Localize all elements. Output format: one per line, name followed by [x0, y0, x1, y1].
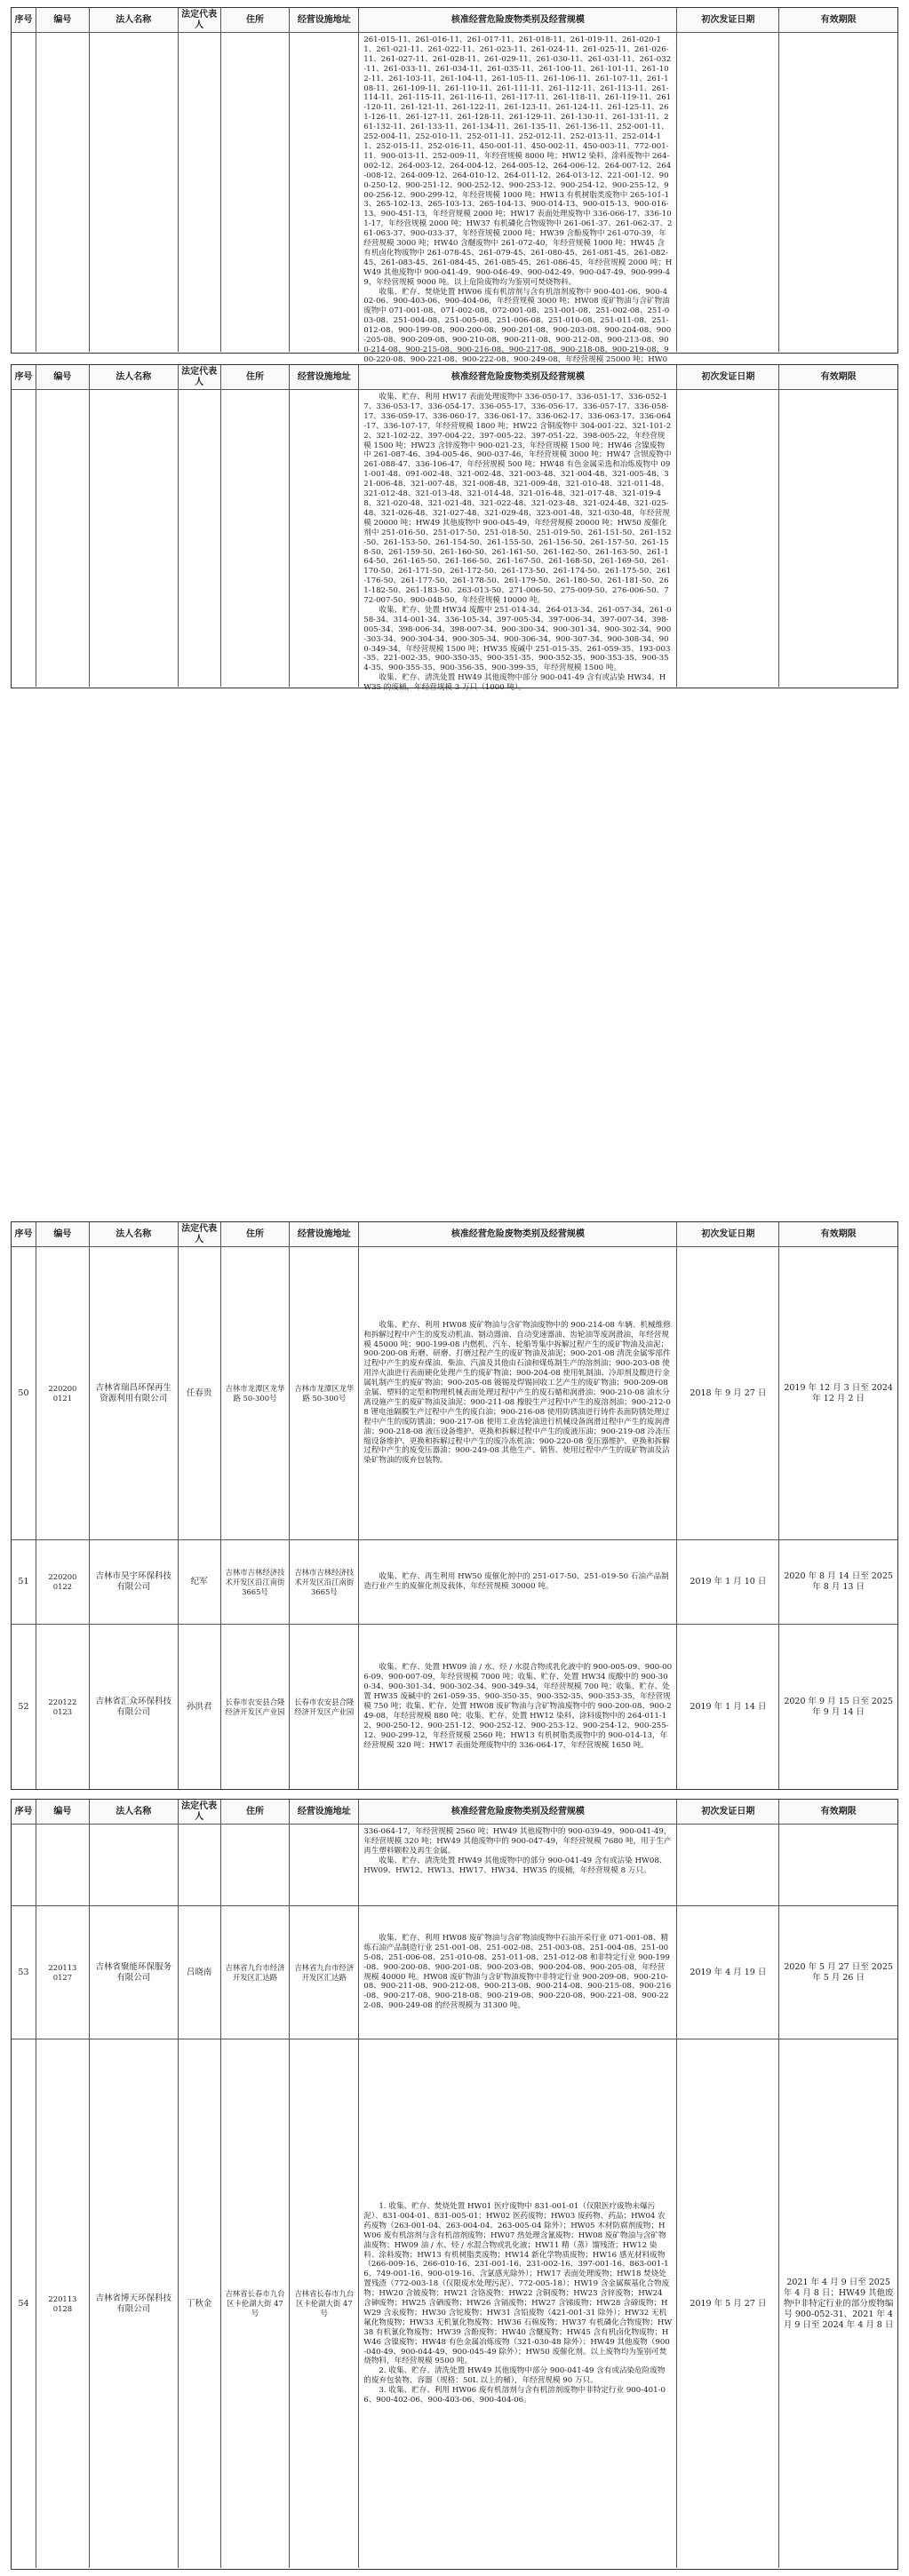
- site-cell: 吉林省长春市九台区卡伦湖大街 47号: [290, 2039, 359, 2568]
- validity-cell: [779, 33, 897, 352]
- addr-cell: [221, 33, 291, 352]
- col-header-name: 法人名称: [90, 1222, 179, 1246]
- scope-cell: 收集、贮存、利用 HW08 废矿物油与含矿物油废物中的 900-214-08 车辆、机械维修和拆解过程中产生的废发动机油、制动器油、自动变速器油、齿轮油等废润滑油，年经营规模 45000 吨；900-199-08 内燃机、汽车、轮船等集中拆解过程产生的废矿物油及油泥；900-200-08 珩磨、研磨、打磨过程产生的废矿物油及油泥；900-201-08 清洗金属零部件过程中产生的废弃煤油、柴油、汽油及其他由石油和煤炼制生产的溶剂油；900-203-08 使用淬火油进行表面硬化处理产生的废矿物油；900-204-08 使用轧制油、冷却剂及酸进行金属轧制产生的废矿物油；900-205-08 镀锡及焊锡回收工艺产生的废矿物油；900-209-08 金属、塑料的定型和物理机械表面处理过程中产生的废石蜡和润滑油；900-210-08 油水分离设施产生的废矿物油及油泥；900-211-08 橡胶生产过程中产生的废溶剂油；900-212-08 锂电池隔膜生产过程中产生的废白油；900-216-08 使用防锈油进行铸件表面防锈处理过程中产生的废防锈油；900-217-08 使用工业齿轮油进行机械设备润滑过程中产生的废润滑油；900-218-08 液压设备维护、更换和拆解过程中产生的废液压油；900-219-08 冷冻压缩设备维护、更换和拆解过程中产生的废冷冻机油；900-220-08 变压器维护、更换和拆解过程中产生的废变压器油；900-249-08 其他生产、销售、使用过程中产生的废矿物油及沾染矿物油的废弃包装物。: [359, 1247, 677, 1539]
- name-cell: 吉林市昊宇环保科技有限公司: [90, 1540, 179, 1624]
- col-header-first-date: 初次发证日期: [677, 1222, 779, 1246]
- table-page-3: [11, 1221, 898, 1790]
- col-header-validity: 有效期限: [779, 8, 897, 32]
- col-header-rep: 法定代表人: [179, 1222, 221, 1246]
- scope-cell: 收集、贮存、再生利用 HW50 废催化剂中的 251-017-50、251-019-50 石油产品制造行业产生的废催化剂及载体，年经营规模 30000 吨。: [359, 1540, 677, 1624]
- addr-cell: 吉林省长春市九台区卡伦湖大街 47号: [221, 2039, 291, 2568]
- col-header-seq: 序号: [12, 8, 36, 32]
- validity-cell: 2020 年 5 月 27 日至 2025 年 5 月 26 日: [784, 1961, 893, 1983]
- col-header-rep: 法定代表人: [179, 1800, 221, 1824]
- col-header-site: 经营设施地址: [290, 1800, 359, 1824]
- first-date-cell: 2019 年 5 月 27 日: [677, 2039, 779, 2568]
- col-header-scope: 核准经营危险废物类别及经营规模: [359, 1222, 677, 1246]
- first-date-cell: 2019 年 1 月 10 日: [677, 1540, 779, 1624]
- name-cell: 吉林省瑞昌环保再生资源利用有限公司: [90, 1247, 179, 1539]
- first-date-cell: 2019 年 4 月 19 日: [677, 1906, 779, 2039]
- rep-cell: 吕晓南: [179, 1906, 221, 2039]
- rep-cell: 纪军: [179, 1540, 221, 1624]
- first-date-cell: [677, 390, 779, 687]
- table-row: [12, 33, 897, 364]
- col-header-validity: 有效期限: [779, 1222, 897, 1246]
- table-header: [12, 365, 897, 390]
- col-header-addr: 住所: [221, 1800, 291, 1824]
- site-cell: [290, 33, 359, 352]
- col-header-addr: 住所: [221, 365, 291, 389]
- seq-cell: 51: [12, 1540, 36, 1624]
- name-cell: [90, 390, 179, 687]
- table-row: [12, 390, 897, 693]
- site-cell: 吉林市吉林经济技术开发区沿江南街 3665号: [290, 1540, 359, 1624]
- col-header-name: 法人名称: [90, 8, 179, 32]
- name-cell: 吉林省汇众环保科技有限公司: [90, 1625, 179, 1789]
- table-header: [12, 1222, 897, 1247]
- col-header-addr: 住所: [221, 1222, 291, 1246]
- addr-cell: 长春市农安县合隆经济开发区产业园: [221, 1625, 291, 1789]
- rep-cell: 孙洪君: [179, 1625, 221, 1789]
- rep-cell: [179, 1825, 221, 1905]
- scope-cell: 收集、贮存、处置 HW09 油 / 水、烃 / 水混合物或乳化液中的 900-005-09、900-006-09、900-007-09，年经营规模 7000 吨；收集、贮存、处置 HW34 废酸中的 900-300-34、900-301-34、900-302-34、900-349-34，年经营规模 700 吨；收集、贮存、处置 HW35 废碱中的 261-059-35、900-350-35、900-352-35、900-353-35，年经营规模 750 吨；收集、贮存、处置 HW08 废矿物油与含矿物油废物中的 900-200-08、900-249-08，年经营规模 880 吨；收集、贮存、处置 HW12 染料、涂料废物中的 264-011-12、900-250-12、900-251-12、900-252-12、900-253-12、900-254-12、900-255-12、900-299-12，年经营规模 2560 吨；HW13 有机树脂类废物中的 900-014-13，年经营规模 320 吨；HW17 表面处理废物中的 336-064-17，年经营规模 1650 吨。: [359, 1625, 677, 1789]
- col-header-scope: 核准经营危险废物类别及经营规模: [359, 365, 677, 389]
- table-header: [12, 8, 897, 33]
- addr-cell: 吉林市龙潭区龙华路 50-300号: [221, 1247, 291, 1539]
- col-header-first-date: 初次发证日期: [677, 365, 779, 389]
- site-cell: 长春市农安县合隆经济开发区产业园: [290, 1625, 359, 1789]
- first-date-cell: [677, 33, 779, 352]
- table-row: [12, 1625, 897, 1789]
- col-header-first-date: 初次发证日期: [677, 8, 779, 32]
- table-page-4: [11, 1799, 898, 2570]
- col-header-site: 经营设施地址: [290, 1222, 359, 1246]
- scope-cell: 336-064-17，年经营规模 2560 吨；HW49 其他废物中的 900-039-49、900-041-49，年经营规模 320 吨；HW49 其他废物中的 900-047-49，年经营规模 7680 吨，用于生产再生塑料颗粒及再生金属。 收集、贮存、清洗处置 HW49 其他废物中的部分 900-041-49 含有或沾染 HW08、HW09、HW12、HW13、HW17、HW34、HW35 的废桶，年经营规模 8 万只。: [359, 1825, 677, 1905]
- first-date-cell: [677, 1825, 779, 1905]
- rep-cell: 任春贵: [179, 1247, 221, 1539]
- rep-cell: 丁秋金: [179, 2039, 221, 2568]
- scope-cell: 收集、贮存、利用 HW17 表面处理废物中 336-050-17、336-051-17、336-052-17、336-053-17、336-054-17、336-055-17、336-056-17、336-057-17、336-058-17、336-059-17、336-060-17、336-061-17、336-062-17、336-063-17、336-064-17、336-107-17，年经营规模 1800 吨；HW22 含铜废物中 304-001-22、321-101-22、321-102-22、397-004-22、397-005-22、397-051-22、398-005-22，年经营规模 1500 吨；HW23 含锌废物中 900-021-23，年经营规模 1500 吨；HW46 含镍废物中 261-087-46、394-005-46、900-037-46，年经营规模 3000 吨；HW47 含钡废物中 261-088-47、336-106-47，年经营规模 500 吨；HW48 有色金属采选和冶炼废物中 091-001-48、091-002-48、321-002-48、321-003-48、321-004-48、321-005-48、321-006-48、321-007-48、321-008-48、321-009-48、321-010-48、321-011-48、321-012-48、321-013-48、321-014-48、321-016-48、321-017-48、321-019-48、321-020-48、321-021-48、321-022-48、321-023-48、321-024-48、321-025-48、321-026-48、321-027-48、321-029-48、323-001-48、321-030-48，年经营规模 20000 吨；HW49 其他废物中 900-045-49，年经营规模 20000 吨；HW50 废催化剂中 251-016-50、251-017-50、251-018-50、251-019-50、261-151-50、261-152-50、261-153-50、261-154-50、261-155-50、261-156-50、261-157-50、261-158-50、261-159-50、261-160-50、261-161-50、261-162-50、261-163-50、261-164-50、261-165-50、261-166-50、261-167-50、261-168-50、261-169-50、261-170-50、261-171-50、261-172-50、261-173-50、261-174-50、261-175-50、261-176-50、261-177-50、261-178-50、261-179-50、261-180-50、261-181-50、261-182-50、261-183-50、263-013-50、271-006-50、275-009-50、276-006-50、772-007-50、900-048-50，年经营规模 10000 吨。 收集、贮存、处置 HW34 废酸中 251-014-34、264-013-34、261-057-34、261-058-34、314-001-34、336-105-34、397-005-34、397-006-34、397-007-34、398-005-34、398-006-34、398-007-34、900-300-34、900-301-34、900-302-34、900-303-34、900-304-34、900-305-34、900-306-34、900-307-34、900-308-34、900-349-34，年经营规模 1500 吨；HW35 废碱中 251-015-35、261-059-35、193-003-35、221-002-35、900-350-35、900-351-35、900-352-35、900-353-35、900-354-35、900-355-35、900-356-35、900-399-35，年经营规模 1500 吨。 收集、贮存、清洗处置 HW49 其他废物中部分 900-041-49 含有或沾染 HW34、HW35 的废桶，年经营规模 3 万只（1000 吨）。: [359, 390, 677, 687]
- validity-cell: 2020 年 8 月 14 日至 2025 年 8 月 13 日: [784, 1571, 893, 1592]
- first-date-cell: 2019 年 1 月 14 日: [677, 1625, 779, 1789]
- addr-cell: 吉林市吉林经济技术开发区沿江南街 3665号: [221, 1540, 291, 1624]
- col-header-validity: 有效期限: [779, 1800, 897, 1824]
- validity-cell: [779, 1825, 897, 1905]
- table-row: [12, 1906, 897, 2039]
- site-cell: 吉林省九台市经济开发区汇达路: [290, 1906, 359, 2039]
- col-header-scope: 核准经营危险废物类别及经营规模: [359, 8, 677, 32]
- addr-cell: 吉林省九台市经济开发区汇达路: [221, 1906, 291, 2039]
- col-header-seq: 序号: [12, 365, 36, 389]
- seq-cell: 54: [12, 2039, 36, 2568]
- addr-cell: [221, 390, 291, 687]
- seq-cell: 50: [12, 1247, 36, 1539]
- col-header-first-date: 初次发证日期: [677, 1800, 779, 1824]
- validity-cell: 2019 年 12 月 3 日至 2024 年 12 月 2 日: [784, 1382, 893, 1403]
- col-header-code: 编号: [36, 365, 90, 389]
- col-header-code: 编号: [36, 8, 90, 32]
- col-header-scope: 核准经营危险废物类别及经营规模: [359, 1800, 677, 1824]
- table-row: [12, 2039, 897, 2568]
- name-cell: [90, 1825, 179, 1905]
- scope-cell: 261-015-11、261-016-11、261-017-11、261-018-11、261-019-11、261-020-11、261-021-11、261-022-11、261-023-11、261-024-11、261-025-11、261-026-11、261-027-11、261-028-11、261-029-11、261-030-11、261-031-11、261-032-11、261-033-11、261-034-11、261-035-11、261-100-11、261-101-11、261-102-11、261-103-11、261-104-11、261-105-11、261-106-11、261-107-11、261-108-11、261-109-11、261-110-11、261-111-11、261-112-11、261-113-11、261-114-11、261-115-11、261-116-11、261-117-11、261-118-11、261-119-11、261-120-11、261-121-11、261-122-11、261-123-11、261-124-11、261-125-11、261-126-11、261-127-11、261-128-11、261-129-11、261-130-11、261-131-11、261-132-11、261-133-11、261-134-11、261-135-11、261-136-11、252-001-11、252-004-11、252-010-11、252-011-11、252-012-11、252-013-11、252-014-11、252-015-11、252-016-11、450-001-11、450-002-11、450-003-11、772-001-11、900-013-11、252-009-11，年经营规模 8000 吨；HW12 染料、涂料废物中 264-002-12、264-003-12、264-004-12、264-005-12、264-006-12、264-007-12、264-008-12、264-009-12、264-010-12、264-011-12、264-013-12、221-001-12、900-250-12、900-251-12、900-252-12、900-253-12、900-254-12、900-255-12、900-256-12、900-299-12，年经营规模 1000 吨；HW13 有机树脂类废物中 265-101-13、265-102-13、265-103-13、265-104-13、900-014-13、900-015-13、900-016-13、900-451-13，年经营规模 2000 吨；HW17 表面处理废物中 336-066-17、336-101-17，年经营规模 2000 吨；HW37 有机磷化合物废物中 261-061-37、261-062-37、261-063-37、900-033-37，年经营规模 2000 吨；HW39 含酚废物中 261-070-39，年经营规模 3000 吨；HW40 含醚废物中 261-072-40，年经营规模 1000 吨；HW45 含有机卤化物废物中 261-078-45、261-079-45、261-080-45、261-081-45、261-082-45、261-083-45、261-084-45、261-085-45、261-086-45，年经营规模 2000 吨；HW49 其他废物中 900-041-49、900-046-49、900-042-49、900-047-49、900-999-49，年经营规模 9000 吨。以上危险废物均为鉴别可焚烧物料。 收集、贮存、焚烧处置 HW06 废有机溶剂与含有机溶剂废物中 900-401-06、900-402-06、900-403-06、900-404-06，年经营规模 3000 吨；HW08 废矿物油与含矿物油废物中 071-001-08、071-002-08、072-001-08、251-001-08、251-002-08、251-003-08、251-004-08、251-005-08、251-006-08、251-010-08、251-011-08、251-012-08、900-199-08、900-200-08、900-201-08、900-203-08、900-204-08、900-205-08、900-209-08、900-210-08、900-211-08、900-212-08、900-213-08、900-214-08、900-215-08、900-216-08、900-217-08、900-218-08、900-219-08、900-220-08、900-221-08、900-222-08、900-249-08，年经营规模 25000 吨；HW0: [359, 33, 677, 352]
- name-cell: 吉林省聚能环保服务有限公司: [90, 1906, 179, 2039]
- first-date-cell: 2018 年 9 月 27 日: [677, 1247, 779, 1539]
- code-cell: 220200 0121: [36, 1247, 90, 1539]
- seq-cell: 53: [12, 1906, 36, 2039]
- site-cell: [290, 390, 359, 687]
- seq-cell: 52: [12, 1625, 36, 1789]
- code-cell: 220122 0123: [36, 1625, 90, 1789]
- addr-cell: [221, 1825, 291, 1905]
- seq-cell: [12, 390, 36, 687]
- col-header-seq: 序号: [12, 1222, 36, 1246]
- table-row: [12, 1247, 897, 1540]
- validity-cell: 2021 年 4 月 9 日至 2025 年 4 月 8 日；HW49 其他废物中非特定行业的部分废物编号 900-052-31、2021 年 4 月 9 日至 2024 年 4 月 8 日: [783, 2277, 894, 2330]
- code-cell: [36, 390, 90, 687]
- rep-cell: [179, 390, 221, 687]
- name-cell: [90, 33, 179, 352]
- col-header-code: 编号: [36, 1800, 90, 1824]
- col-header-name: 法人名称: [90, 365, 179, 389]
- site-cell: 吉林市龙潭区龙华路 50-300号: [290, 1247, 359, 1539]
- rep-cell: [179, 33, 221, 352]
- table-page-1: [11, 7, 898, 364]
- name-cell: 吉林省博天环保科技有限公司: [90, 2039, 179, 2568]
- col-header-rep: 法定代表人: [179, 8, 221, 32]
- validity-cell: 2020 年 9 月 15 日至 2025 年 9 月 14 日: [784, 1696, 893, 1717]
- code-cell: 220113 0128: [36, 2039, 90, 2568]
- table-header: [12, 1800, 897, 1825]
- table-page-2: [11, 364, 898, 693]
- col-header-code: 编号: [36, 1222, 90, 1246]
- seq-cell: [12, 33, 36, 352]
- seq-cell: [12, 1825, 36, 1905]
- table-row: [12, 1540, 897, 1625]
- code-cell: 220113 0127: [36, 1906, 90, 2039]
- code-cell: 220200 0122: [36, 1540, 90, 1624]
- code-cell: [36, 1825, 90, 1905]
- table-row: [12, 1825, 897, 1906]
- col-header-site: 经营设施地址: [290, 8, 359, 32]
- col-header-name: 法人名称: [90, 1800, 179, 1824]
- site-cell: [290, 1825, 359, 1905]
- col-header-addr: 住所: [221, 8, 291, 32]
- col-header-seq: 序号: [12, 1800, 36, 1824]
- code-cell: [36, 33, 90, 352]
- col-header-site: 经营设施地址: [290, 365, 359, 389]
- col-header-rep: 法定代表人: [179, 365, 221, 389]
- scope-cell: 1. 收集、贮存、焚烧处置 HW01 医疗废物中 831-001-01（仅限医疗废物未爆污泥）、831-004-01、831-005-01；HW02 医药废物；HW03 废药物、药品；HW04 农药废物（263-001-04、263-004-04、263-005-04 除外）；HW05 木材防腐剂废物；HW06 废有机溶剂与含有机溶剂废物；HW07 热处理含氰废物；HW08 废矿物油与含矿物油废物；HW09 油 / 水、烃 / 水混合物或乳化液；HW11 精（蒸）馏残渣；HW12 染料、涂料废物；HW13 有机树脂类废物；HW14 新化学物质废物；HW16 感光材料废物（266-009-16、266-010-16、231-001-16、231-002-16、397-001-16、863-001-16、749-001-16、900-019-16、含氯感光除外）；HW17 表面处理废物；HW18 焚烧处置残渣（772-003-18（仅限废水处理污泥）、772-005-18）；HW19 含金属羰基化合物废物；HW20 含铍废物；HW21 含铬废物；HW22 含铜废物；HW23 含锌废物；HW24 含砷废物；HW25 含硒废物；HW26 含镉废物；HW27 含锑废物；HW28 含碲废物；HW29 含汞废物；HW30 含铊废物；HW31 含铅废物（421-001-31 除外）；HW32 无机氟化物废物；HW33 无机氰化物废物；HW36 石棉废物；HW37 有机磷化合物废物；HW38 有机氰化物废物；HW39 含酚废物；HW40 含醚废物；HW45 含有机卤化物废物；HW46 含镍废物；HW48 有色金属冶炼废物（321-030-48 除外）；HW49 其他废物（900-040-49、900-044-49、900-045-49 除外）；HW50 废催化剂。以上废物均为鉴别可焚烧物料，年经营规模 9500 吨。 2. 收集、贮存、清洗处置 HW49 其他废物中部分 900-041-49 含有或沾染危险废物的废弃包装物、容器（规格：50L 以上的桶），年经营规模 90 万只。 3. 收集、贮存、利用 HW06 废有机溶剂与含有机溶剂废物中非特定行业 900-401-06、900-402-06、900-403-06、900-404-06。: [359, 2039, 677, 2568]
- validity-cell: [779, 390, 897, 687]
- col-header-validity: 有效期限: [779, 365, 897, 389]
- scope-cell: 收集、贮存、利用 HW08 废矿物油与含矿物油废物中石油开采行业 071-001-08、精炼石油产品制造行业 251-001-08、251-002-08、251-003-08、251-004-08、251-005-08、251-006-08、251-010-08、251-011-08、251-012-08 和非特定行业 900-199-08、900-200-08、900-201-08、900-203-08、900-204-08、900-205-08，年经营规模 40000 吨。HW08 废矿物油与含矿物油废物中非特定行业 900-209-08、900-210-08、900-211-08、900-212-08、900-213-08、900-214-08、900-215-08、900-216-08、900-217-08、900-218-08、900-219-08、900-220-08、900-221-08、900-222-08、900-249-08 的经营规模为 31300 吨。: [359, 1906, 677, 2039]
